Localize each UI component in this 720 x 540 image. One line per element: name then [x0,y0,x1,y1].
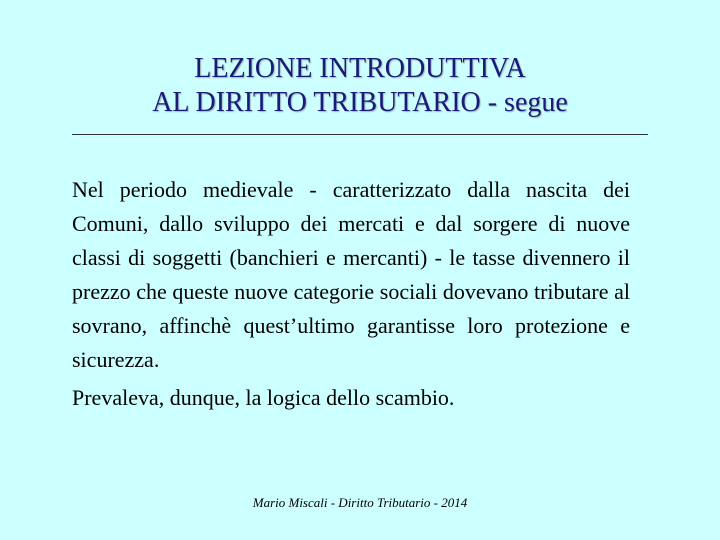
title-line-2: AL DIRITTO TRIBUTARIO - segue [152,87,568,118]
slide-body [72,173,630,415]
body-paragraph-2: Prevaleva, dunque, la logica dello scambio. [72,385,455,410]
slide-title [0,52,720,120]
slide-footer: Mario Miscali - Diritto Tributario - 2014 [252,495,468,510]
body-paragraph-1: Nel periodo medievale - caratterizzato dalla nascita dei Comuni, dallo sviluppo dei mercati e dal sorgere di nuove classi di soggetti (banchieri e mercanti) - le tasse divennero il prezzo che queste nuove categorie sociali dovevano tributare al sovrano, affinchè quest’ultimo garantisse loro protezione e sicurezza. [72,177,630,372]
title-line-1: LEZIONE INTRODUTTIVA [194,53,526,84]
title-divider [72,134,648,135]
